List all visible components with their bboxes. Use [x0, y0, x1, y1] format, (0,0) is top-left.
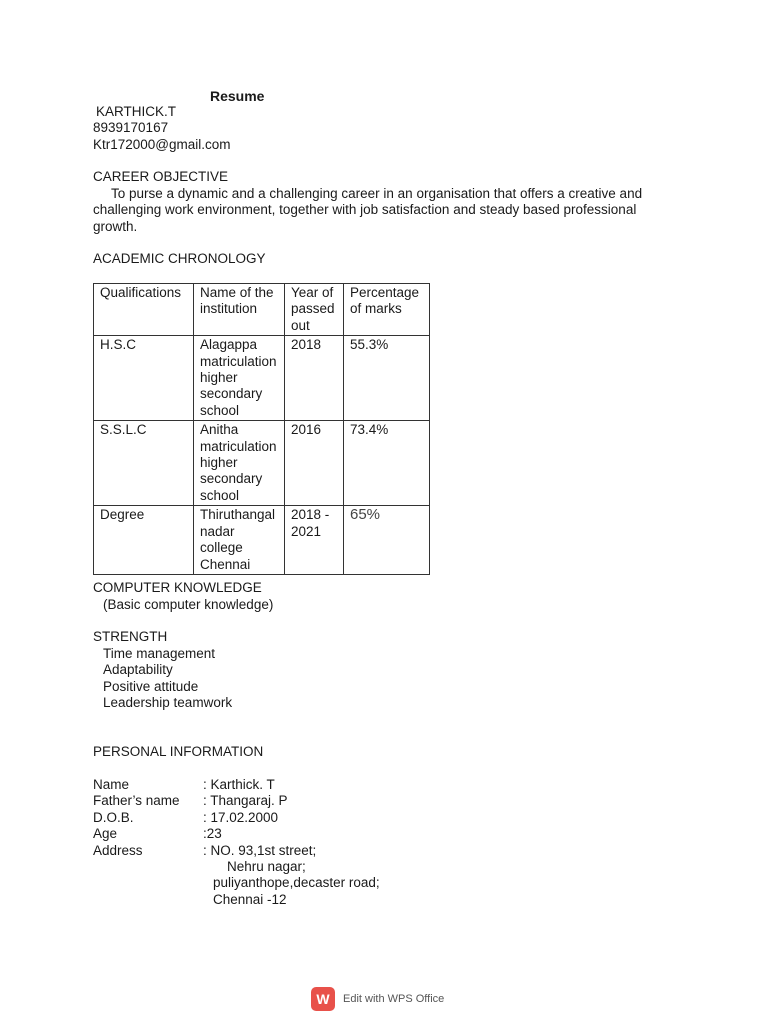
cell-institution [194, 336, 285, 421]
spacer [93, 859, 203, 875]
institution-line: secondary [200, 471, 263, 487]
value-father: : Thangaraj. P [203, 793, 288, 809]
value-address-line: Nehru nagar; [227, 858, 306, 874]
header-year-line: out [291, 317, 310, 333]
value-dob: : 17.02.2000 [203, 809, 279, 825]
institution-line: matriculation [200, 438, 277, 454]
academic-heading: ACADEMIC CHRONOLOGY [93, 251, 266, 266]
cell-year [285, 506, 344, 575]
list-item: Adaptability [103, 662, 173, 678]
career-objective-heading: CAREER OBJECTIVE [93, 169, 229, 184]
strength-list [103, 646, 232, 712]
personal-row-name [93, 777, 380, 793]
contact-block [93, 104, 231, 153]
value-address-line: : NO. 93,1st street; [203, 842, 317, 858]
academic-table [93, 283, 430, 575]
value-name: : Karthick. T [203, 777, 275, 792]
list-item: Positive attitude [103, 678, 199, 694]
institution-line: nadar [200, 523, 235, 539]
personal-row-age [93, 826, 380, 842]
cell-institution [194, 506, 285, 575]
institution-line: school [200, 402, 240, 418]
personal-row-father [93, 793, 380, 809]
header-qualifications-text: Qualifications [100, 285, 182, 300]
cell-percentage: 73.4% [344, 421, 430, 506]
year-line: 2018 - [291, 507, 330, 523]
personal-info-block [93, 777, 380, 908]
list-item: Time management [103, 646, 216, 661]
institution-line: Chennai [200, 556, 251, 572]
year-line: 2018 [291, 337, 322, 353]
spacer [93, 875, 203, 891]
address-continuation [93, 859, 380, 875]
table-row [94, 421, 430, 506]
wps-logo-icon: W [311, 987, 335, 1011]
header-qualifications [94, 284, 194, 336]
computer-knowledge-text: (Basic computer knowledge) [103, 597, 274, 612]
strength-heading: STRENGTH [93, 629, 168, 644]
header-year-line: passed [291, 301, 335, 317]
cell-percentage: 55.3% [344, 336, 430, 421]
header-institution-line: Name of the [200, 285, 274, 300]
value-age: :23 [203, 826, 222, 842]
objective-line-1: To purse a dynamic and a challenging career in an organisation that offers a creative and [111, 186, 643, 201]
header-year [285, 284, 344, 336]
institution-line: college [200, 540, 243, 556]
header-percentage [344, 284, 430, 336]
label-address: Address [93, 842, 143, 858]
label-age: Age [93, 826, 118, 842]
value-address-line: puliyanthope,decaster road; [213, 875, 380, 891]
institution-line: matriculation [200, 353, 277, 369]
institution-line: higher [200, 370, 238, 386]
year-line: 2021 [291, 523, 322, 539]
cell-institution [194, 421, 285, 506]
list-item: Leadership teamwork [103, 695, 233, 711]
personal-row-address [93, 843, 380, 859]
wps-edit-text: Edit with WPS Office [343, 992, 445, 1005]
contact-email: Ktr172000@gmail.com [93, 136, 231, 152]
computer-knowledge-heading: COMPUTER KNOWLEDGE [93, 580, 262, 595]
personal-row-dob [93, 810, 380, 826]
institution-line: higher [200, 455, 238, 471]
value-address-line: Chennai -12 [213, 891, 287, 907]
wps-edit-banner[interactable] [311, 987, 444, 1011]
address-continuation [93, 892, 380, 908]
objective-line-3: growth. [93, 218, 138, 234]
personal-info-heading: PERSONAL INFORMATION [93, 744, 264, 759]
cell-year [285, 336, 344, 421]
cell-year [285, 421, 344, 506]
document-title: Resume [210, 88, 265, 104]
label-dob: D.O.B. [93, 809, 134, 825]
header-percentage-line: Percentage [350, 285, 420, 300]
objective-line-2: challenging work environment, together with job satisfaction and steady based professional [93, 202, 637, 218]
spacer [93, 892, 203, 908]
header-institution [194, 284, 285, 336]
cell-qualification: Degree [94, 506, 194, 575]
institution-line: secondary [200, 386, 263, 402]
header-percentage-line: of marks [350, 301, 402, 317]
institution-line: school [200, 487, 240, 503]
career-objective-text [93, 186, 693, 235]
header-year-line: Year of [291, 285, 334, 300]
header-institution-line: institution [200, 301, 258, 317]
institution-line: Anitha [200, 422, 239, 438]
contact-phone: 8939170167 [93, 120, 169, 136]
institution-line: Thiruthangal [200, 507, 276, 523]
contact-name: KARTHICK.T [96, 104, 177, 119]
cell-percentage: 65% [344, 506, 430, 575]
label-father: Father’s name [93, 793, 180, 809]
institution-line: Alagappa [200, 337, 258, 353]
table-header-row [94, 284, 430, 336]
table-row [94, 506, 430, 575]
table-row [94, 336, 430, 421]
address-continuation [93, 875, 380, 891]
cell-qualification: H.S.C [94, 336, 194, 421]
year-line: 2016 [291, 422, 322, 438]
label-name: Name [93, 777, 130, 792]
cell-qualification: S.S.L.C [94, 421, 194, 506]
